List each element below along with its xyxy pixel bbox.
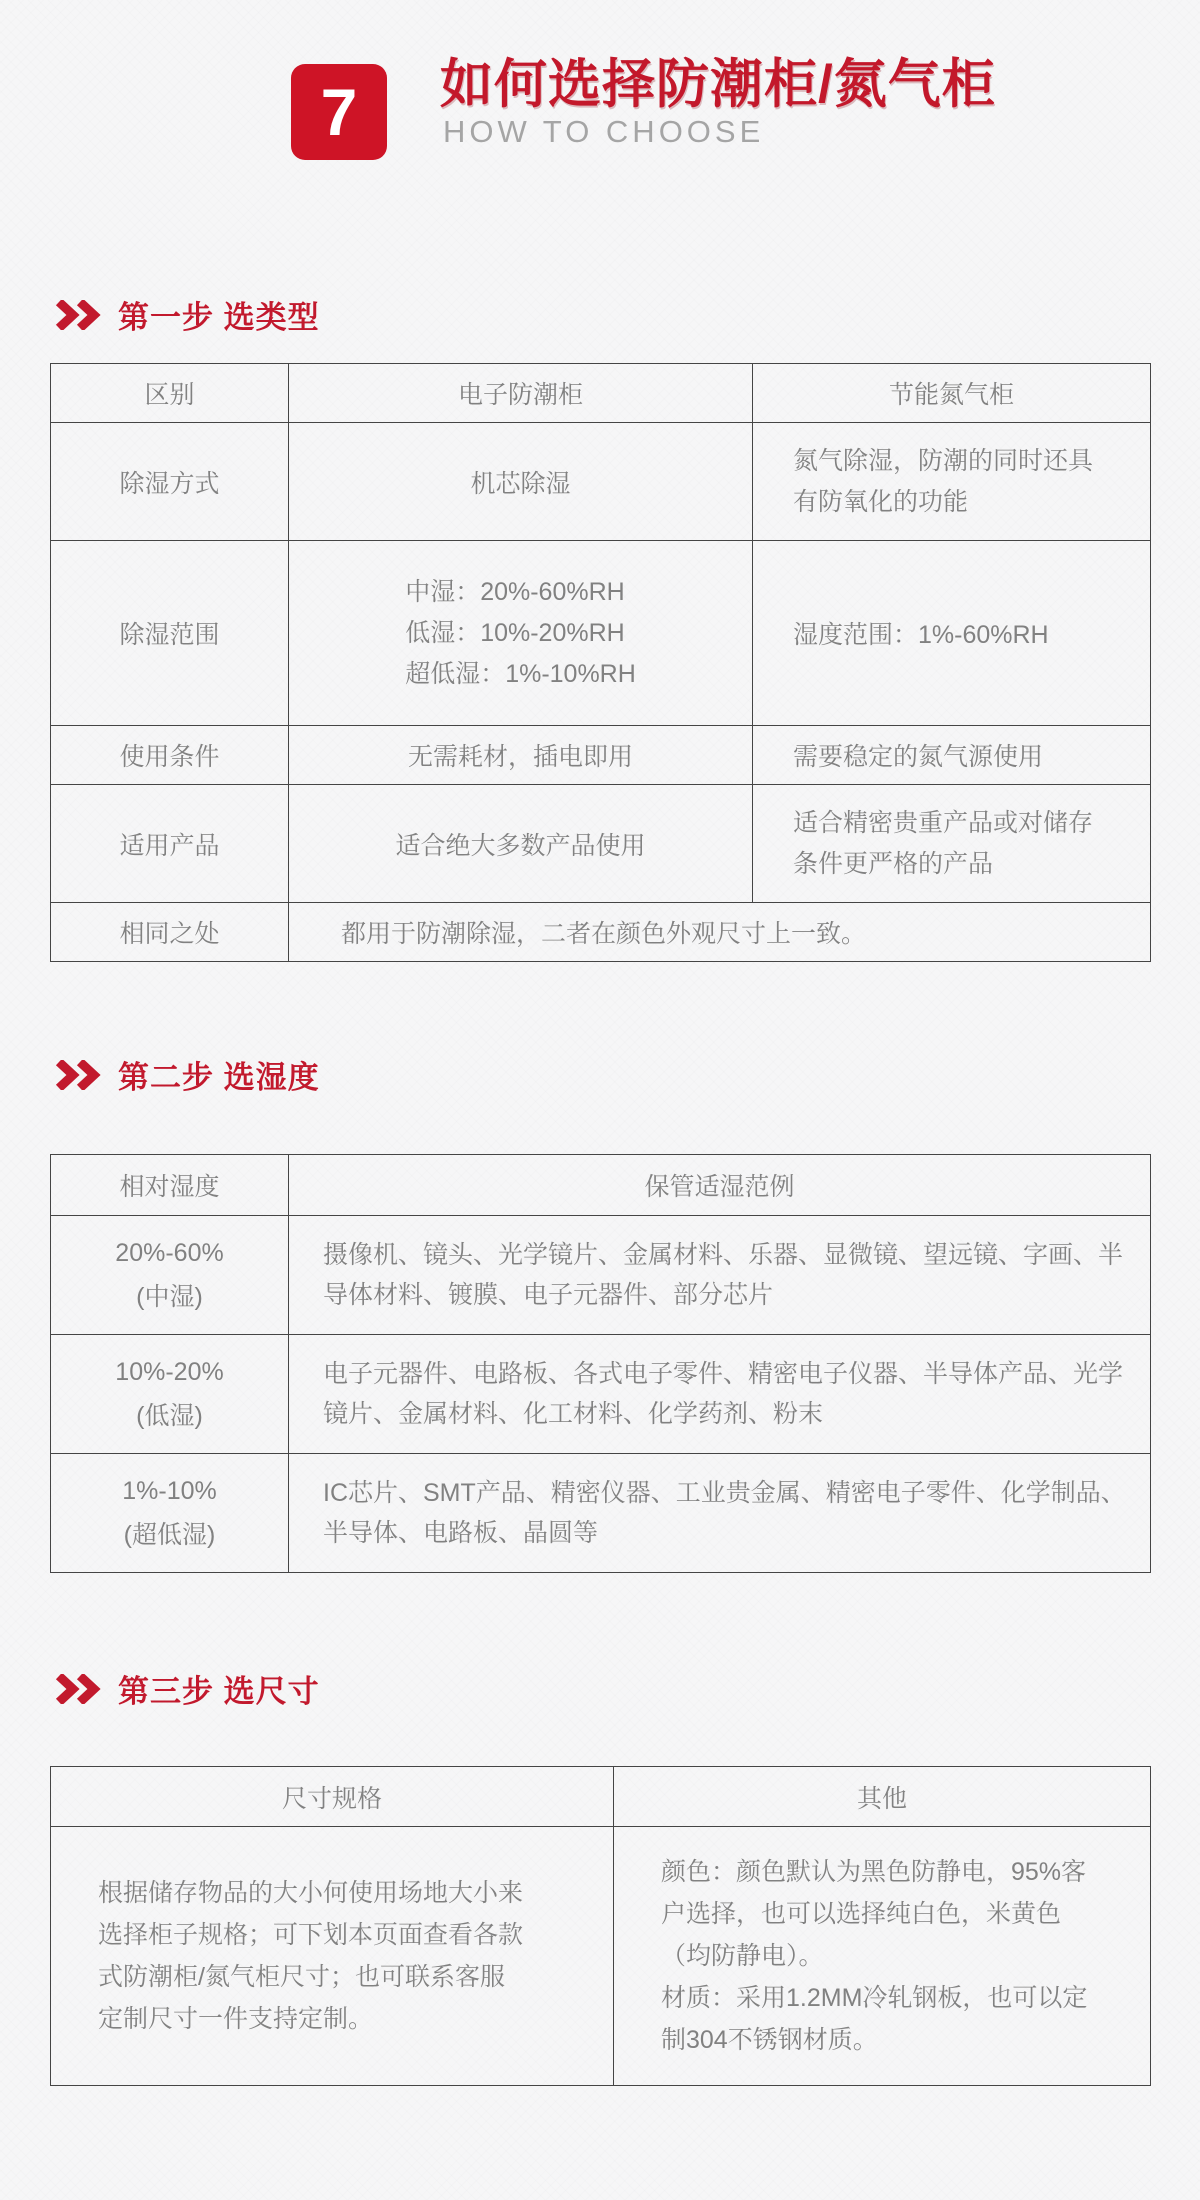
table-row	[51, 1454, 1151, 1573]
storage-items-cell: IC芯片、SMT产品、精密仪器、工业贵金属、精密电子零件、化学制品、半导体、电路板、晶圆等	[289, 1454, 1151, 1573]
cell-similarity: 都用于防潮除湿，二者在颜色外观尺寸上一致。	[289, 903, 1151, 962]
page-title: 如何选择防潮柜/氮气柜	[440, 55, 996, 114]
table-row	[51, 903, 1151, 962]
page-subtitle: HOW TO CHOOSE	[443, 114, 765, 149]
cell-electronic: 机芯除湿	[289, 423, 753, 541]
type-comparison-table	[50, 363, 1151, 962]
cell-nitrogen: 氮气除湿，防潮的同时还具有防氧化的功能	[753, 423, 1151, 541]
double-chevron-icon	[55, 1674, 101, 1704]
size-spec-cell: 根据储存物品的大小何使用场地大小来选择柜子规格；可下划本页面查看各款式防潮柜/氮气柜尺寸；也可联系客服定制尺寸一件支持定制。	[51, 1827, 614, 2086]
table-row	[51, 541, 1151, 726]
col-header-difference: 区别	[51, 364, 289, 423]
table-row	[51, 1827, 1151, 2086]
row-label: 使用条件	[51, 726, 289, 785]
cell-nitrogen: 需要稳定的氮气源使用	[753, 726, 1151, 785]
humidity-range-cell	[51, 1335, 289, 1454]
table-row	[51, 1335, 1151, 1454]
col-header-other: 其他	[614, 1767, 1151, 1827]
table-row	[51, 1216, 1151, 1335]
color-info: 颜色：颜色默认为黑色防静电，95%客户选择，也可以选择纯白色，米黄色（均防静电）。	[661, 1858, 1087, 1970]
col-header-nitrogen-cabinet: 节能氮气柜	[753, 364, 1151, 423]
humidity-level: (中湿)	[136, 1283, 203, 1311]
table-row	[51, 423, 1151, 541]
humidity-range: 1%-10%	[122, 1477, 217, 1505]
row-label: 除湿方式	[51, 423, 289, 541]
humidity-range: 20%-60%	[115, 1239, 224, 1267]
humidity-line: 中湿：20%-60%RH	[405, 577, 625, 606]
storage-items-cell: 电子元器件、电路板、各式电子零件、精密电子仪器、半导体产品、光学镜片、金属材料、化工材料、化学药剂、粉末	[289, 1335, 1151, 1454]
col-header-electronic-cabinet: 电子防潮柜	[289, 364, 753, 423]
section-header-step2	[55, 1052, 320, 1097]
row-label: 相同之处	[51, 903, 289, 962]
humidity-range-cell	[51, 1454, 289, 1573]
humidity-range-cell	[51, 1216, 289, 1335]
table-header-row	[51, 364, 1151, 423]
cell-nitrogen: 适合精密贵重产品或对储存条件更严格的产品	[753, 785, 1151, 903]
other-info-cell	[614, 1827, 1151, 2086]
col-header-size-spec: 尺寸规格	[51, 1767, 614, 1827]
table-row	[51, 785, 1151, 903]
table-header-row	[51, 1767, 1151, 1827]
table-row	[51, 726, 1151, 785]
double-chevron-icon	[55, 300, 101, 330]
cell-electronic: 无需耗材，插电即用	[289, 726, 753, 785]
row-label: 适用产品	[51, 785, 289, 903]
col-header-storage-examples: 保管适湿范例	[289, 1155, 1151, 1216]
step-number: 7	[320, 75, 358, 149]
section-header-step1	[55, 292, 320, 337]
humidity-selection-table	[50, 1154, 1151, 1573]
size-selection-table	[50, 1766, 1151, 2086]
material-info: 材质：采用1.2MM冷轧钢板，也可以定制304不锈钢材质。	[661, 1984, 1088, 2054]
cell-electronic: 适合绝大多数产品使用	[289, 785, 753, 903]
step-number-badge	[291, 64, 387, 160]
cell-electronic	[289, 541, 753, 726]
cell-nitrogen: 湿度范围：1%-60%RH	[753, 541, 1151, 726]
row-label: 除湿范围	[51, 541, 289, 726]
col-header-relative-humidity: 相对湿度	[51, 1155, 289, 1216]
double-chevron-icon	[55, 1060, 101, 1090]
section-header-step3	[55, 1666, 320, 1711]
table-header-row	[51, 1155, 1151, 1216]
humidity-line: 超低湿：1%-10%RH	[405, 659, 636, 688]
humidity-line: 低湿：10%-20%RH	[405, 618, 625, 647]
section-title: 第一步 选类型	[118, 300, 320, 335]
humidity-range: 10%-20%	[115, 1358, 224, 1386]
storage-items-cell: 摄像机、镜头、光学镜片、金属材料、乐器、显微镜、望远镜、字画、半导体材料、镀膜、电子元器件、部分芯片	[289, 1216, 1151, 1335]
section-title: 第三步 选尺寸	[118, 1674, 320, 1709]
humidity-level: (超低湿)	[123, 1521, 216, 1549]
humidity-level: (低湿)	[136, 1402, 203, 1430]
section-title: 第二步 选湿度	[118, 1060, 320, 1095]
